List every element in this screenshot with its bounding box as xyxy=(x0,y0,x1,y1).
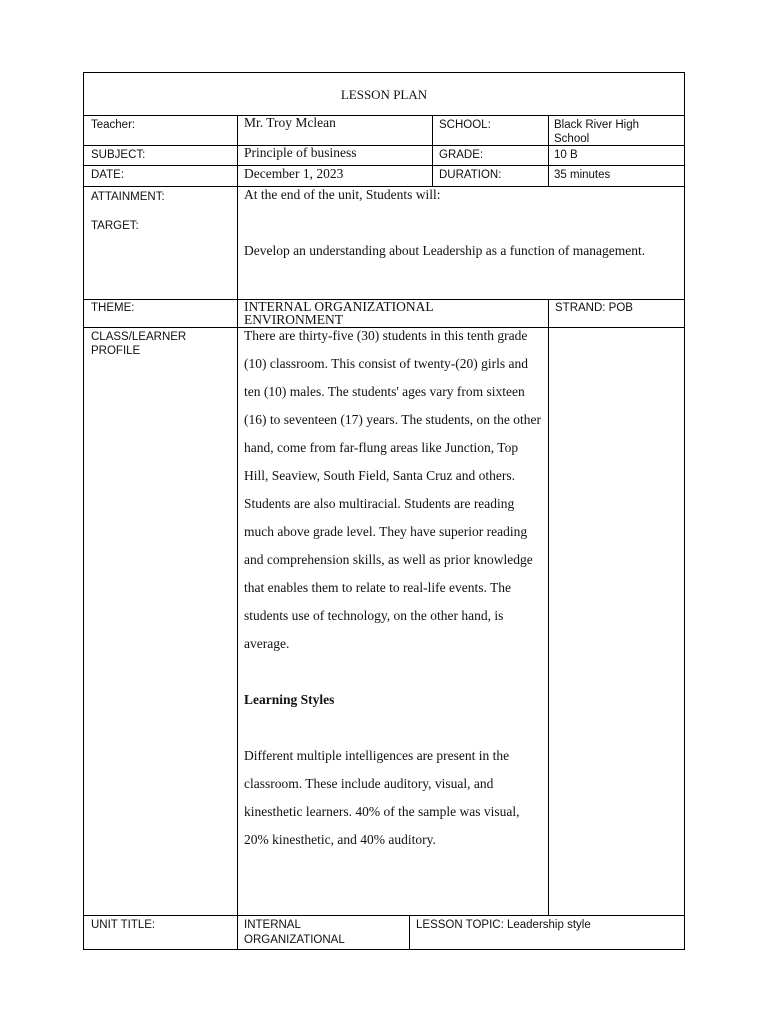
learning-styles-text: Different multiple intelligences are present in the classroom. These include auditory, visual, and kinesthetic learners. 40% of the sample was visual, 20% kinesthetic, and 40% auditory. xyxy=(244,748,520,847)
strand-value: STRAND: POB xyxy=(555,302,633,314)
teacher-label: Teacher: xyxy=(91,119,136,131)
row-divider xyxy=(84,915,684,916)
attainment-goal xyxy=(244,237,674,265)
subject-label: SUBJECT: xyxy=(91,149,146,161)
lesson-topic: LESSON TOPIC: Leadership style xyxy=(416,919,591,931)
grade-label: GRADE: xyxy=(439,149,484,161)
profile-text: There are thirty-five (30) students in this tenth grade (10) classroom. This consist of twenty-(20) girls and ten (10) males. The students' ages vary from sixteen (16) to seventeen (17) years. The students, on the other hand, come from far-flung areas like Junction, Top Hill, Seaview, South Field, Santa Cruz and others. Students are also multiracial. Students are reading much above grade level. They have superior reading and comprehension skills, as well as prior knowledge that enables them to relate to real-life events. The students use of technology, on the other hand, is average. xyxy=(244,328,542,651)
school-value: Black River High School xyxy=(554,119,639,145)
theme-value: INTERNAL ORGANIZATIONAL ENVIRONMENT xyxy=(244,299,434,327)
column-divider xyxy=(409,915,410,949)
profile-body xyxy=(244,322,544,854)
column-divider xyxy=(548,299,549,915)
lesson-plan-table xyxy=(83,72,685,950)
date-label: DATE: xyxy=(91,169,125,181)
subject-value: Principle of business xyxy=(244,145,357,160)
row-divider xyxy=(84,115,684,116)
teacher-value: Mr. Troy Mclean xyxy=(244,115,336,130)
learning-styles-heading: Learning Styles xyxy=(244,692,335,707)
theme-label: THEME: xyxy=(91,302,135,314)
attainment-label: ATTAINMENT: xyxy=(91,191,165,203)
target-label: TARGET: xyxy=(91,220,139,232)
unit-title-label: UNIT TITLE: xyxy=(91,919,156,931)
date-value: December 1, 2023 xyxy=(244,166,344,181)
column-divider xyxy=(237,115,238,949)
attainment-intro: At the end of the unit, Students will: xyxy=(244,187,441,202)
row-divider xyxy=(84,165,684,166)
attainment-goal-text: Develop an understanding about Leadership as a function of management. xyxy=(244,243,646,258)
profile-label: CLASS/LEARNER PROFILE xyxy=(91,331,187,357)
school-label: SCHOOL: xyxy=(439,119,491,131)
grade-value: 10 B xyxy=(554,149,578,161)
duration-value: 35 minutes xyxy=(554,169,611,181)
page-title: LESSON PLAN xyxy=(340,87,428,102)
column-divider xyxy=(548,115,549,186)
column-divider xyxy=(432,115,433,186)
unit-title-value: INTERNAL ORGANIZATIONAL xyxy=(244,919,345,946)
duration-label: DURATION: xyxy=(439,169,502,181)
